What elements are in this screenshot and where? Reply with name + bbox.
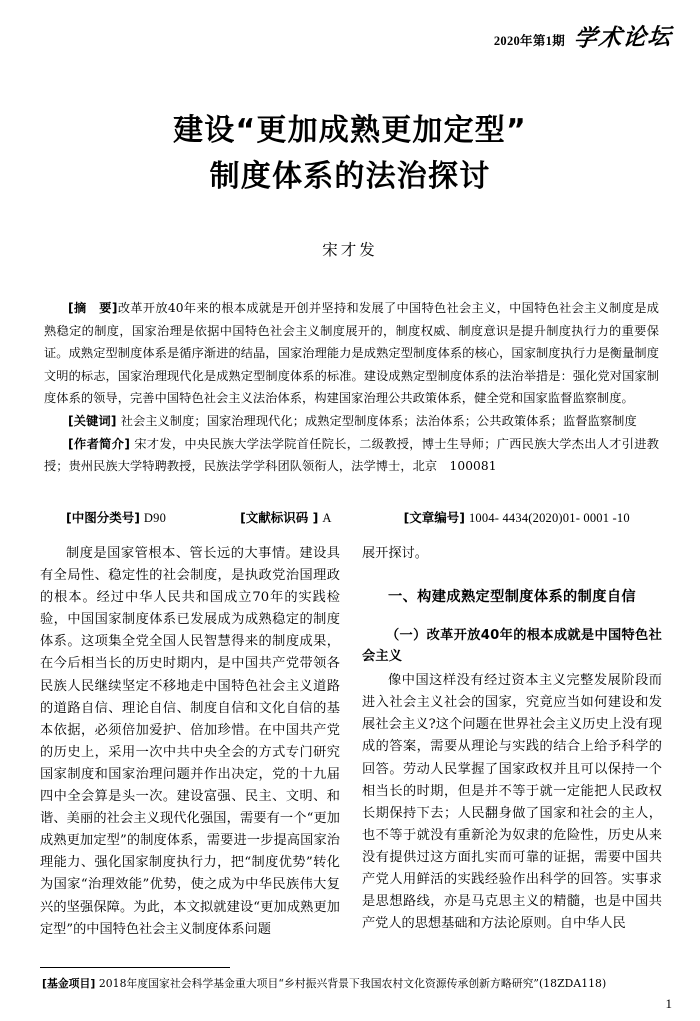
clc-value: D90 xyxy=(143,511,167,525)
body-paragraph: 制度是国家管根本、管长远的大事情。建设具有全局性、稳定性的社会制度，是执政党治国理政的根本。经过中华人民共和国成立70年的实践检验，中国国家制度体系已发展成为成熟稳定的制度体系。这项集全党全国人民智慧得来的制度成果，在今后相当长的历史时期内，是中国共产党带领各民族人民继续坚定不移地走中国特色社会主义道路的道路自信、理论自信、制度自信和文化自信的基本依据，必须倍加爱护、倍加珍惜。在中国共产党的历史上，采用一次中共中央全会的方式专门研究国家制度和国家治理问题并作出决定，党的十九届四中全会算是头一次。建设富强、民主、文明、和谐、美丽的社会主义现代化强国，需要有一个“更加成熟更加定型”的制度体系，需要进一步提高国家治理能力、强化国家制度执行力，把“制度优势”转化为国家“治理效能”优势，使之成为中华民族伟大复兴的坚强保障。为此，本文拟就建设“更加成熟更加定型”的中国特色社会主义制度体系问题 xyxy=(40,546,340,937)
keywords-label: [关键词] xyxy=(68,413,117,428)
article-id-value: 1004- 4434(2020)01- 0001 -10 xyxy=(468,511,630,525)
left-column xyxy=(40,543,340,963)
author-name: 宋才发 xyxy=(322,241,378,259)
classification-codes xyxy=(44,508,659,526)
author-bio-label: [作者简介] xyxy=(68,436,131,451)
journal-logo: 学术论坛 xyxy=(572,22,674,53)
abstract-paragraph xyxy=(44,297,659,410)
author-bio-text: 宋才发，中央民族大学法学院首任院长，二级教授，博士生导师；广西民族大学杰出人才引进教授；贵州民族大学特聘教授，民族法学学科团队领衔人，法学博士，北京 100081 xyxy=(44,436,659,474)
document-code-label: [文献标识码 ] xyxy=(240,510,319,525)
issue-label: 2020年第1期 xyxy=(493,34,565,48)
abstract-text: 改革开放40年来的根本成就是开创并坚持和发展了中国特色社会主义，中国特色社会主义制度是成熟稳定的制度，国家治理是依据中国特色社会主义制度展开的，制度权威、制度意识是提升制度执行力的重要保证。成熟定型制度体系是循序渐进的结晶，国家治理能力是成熟定型制度体系的核心，国家制度执行力是衡量制度文明的标志，国家治理现代化是成熟定型制度体系的标准。建设成熟定型制度体系的法治举措是：强化党对国家制度体系的领导，完善中国特色社会主义法治体系，构建国家治理公共政策体系，健全党和国家监督监察制度。 xyxy=(44,301,659,406)
right-column xyxy=(362,543,662,963)
funding-label: [基金项目] xyxy=(42,977,96,990)
title-line-1: 建设“更加成熟更加定型” xyxy=(173,113,527,148)
section-heading-2: （一）改革开放40年的根本成就是中国特色社会主义 xyxy=(362,628,662,665)
document-code-value: A xyxy=(322,511,332,525)
keywords-text: 社会主义制度；国家治理现代化；成熟定型制度体系；法治体系；公共政策体系；监督监察制度 xyxy=(120,413,637,428)
clc-code xyxy=(66,508,166,526)
article-id xyxy=(404,508,630,526)
author-bio-paragraph xyxy=(44,433,659,478)
section-heading-1: 一、构建成熟定型制度体系的制度自信 xyxy=(388,589,636,606)
paragraph-continuation: 展开探讨。 xyxy=(362,546,428,561)
page-number: 1 xyxy=(665,996,672,1011)
abstract-label: [摘 要] xyxy=(68,301,118,315)
clc-label: [中图分类号] xyxy=(66,510,140,525)
funding-footnote xyxy=(42,976,662,992)
document-code xyxy=(240,508,332,526)
funding-text: 2018年度国家社会科学基金重大项目“乡村振兴背景下我国农村文化资源传承创新方略研究”(18ZDA118) xyxy=(98,977,607,990)
front-matter xyxy=(44,297,659,478)
keywords-paragraph xyxy=(44,410,659,433)
body-paragraph: 像中国这样没有经过资本主义完整发展阶段而进入社会主义社会的国家，究竟应当如何建设和发展社会主义?这个问题在世界社会主义历史上没有现成的答案，需要从理论与实践的结合上给予科学的回答。劳动人民掌握了国家政权并且可以保持一个相当长的时期，但是并不等于就一定能把人民政权长期保持下去；人民翻身做了国家和社会的主人，也不等于就没有重新沦为奴隶的危险性，历史从来没有提供过这方面扎实而可靠的证据，需要中国共产党人用鲜活的实践经验作出科学的回答。实事求是思想路线，亦是马克思主义的精髓，也是中国共产党人的思想基础和方法论原则。自中华人民 xyxy=(362,673,662,932)
body-columns xyxy=(40,543,662,963)
title-line-2: 制度体系的法治探讨 xyxy=(209,159,491,194)
article-id-label: [文章编号] xyxy=(403,510,465,525)
running-head xyxy=(493,22,674,53)
article-title xyxy=(0,108,700,200)
footnote-rule xyxy=(40,967,230,968)
